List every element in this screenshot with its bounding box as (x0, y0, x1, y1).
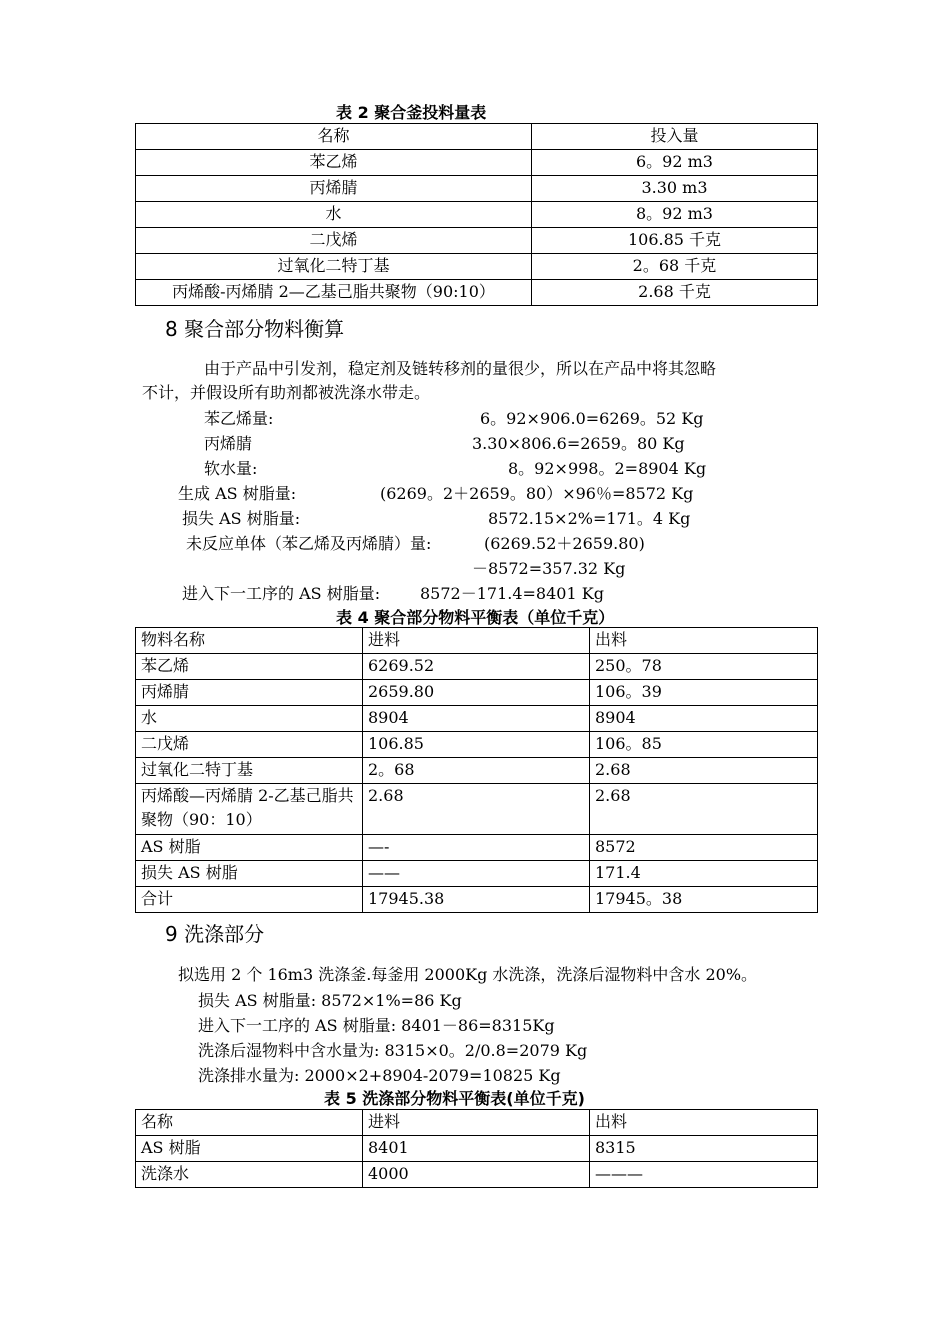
table-cell: 17945.38 (363, 887, 590, 913)
table-row (136, 150, 818, 176)
paragraph-line: 洗涤排水量为: 2000×2+8904-2079=10825 Kg (198, 1066, 561, 1085)
table-cell: 过氧化二特丁基 (136, 254, 532, 280)
table2 (135, 123, 818, 306)
table-cell: 2659.80 (363, 680, 590, 706)
table-row (136, 732, 818, 758)
header-cell: 出料 (590, 628, 818, 654)
table-cell: 250。78 (590, 654, 818, 680)
table-row (136, 280, 818, 306)
table-row (136, 680, 818, 706)
table-cell: 2.68 (590, 784, 818, 835)
calc-value: 8572－171.4=8401 Kg (420, 584, 604, 603)
table-cell: 2.68 (590, 758, 818, 784)
calc-value: (6269。2＋2659。80）×96％=8572 Kg (380, 484, 694, 503)
table-cell: 6269.52 (363, 654, 590, 680)
table-cell: 二戊烯 (136, 732, 363, 758)
table-header-row (136, 124, 818, 150)
paragraph-line: 由于产品中引发剂，稳定剂及链转移剂的量很少，所以在产品中将其忽略 (204, 359, 717, 378)
calc-value: －8572=357.32 Kg (472, 559, 626, 578)
calc-label: 苯乙烯量: (204, 409, 274, 428)
table-cell: ——— (590, 1162, 818, 1188)
table-row (136, 861, 818, 887)
paragraph-line: 洗涤后湿物料中含水量为: 8315×0。2/0.8=2079 Kg (198, 1041, 588, 1060)
table-cell: 106。85 (590, 732, 818, 758)
table-cell: 苯乙烯 (136, 150, 532, 176)
table-row (136, 706, 818, 732)
table-cell: 2。68 (363, 758, 590, 784)
table-row (136, 887, 818, 913)
table-row (136, 176, 818, 202)
calc-label: 损失 AS 树脂量: (182, 509, 301, 528)
table-cell: 171.4 (590, 861, 818, 887)
calc-label: 进入下一工序的 AS 树脂量: (182, 584, 381, 603)
table-cell: 二戊烯 (136, 228, 532, 254)
table-cell: 8572 (590, 835, 818, 861)
calc-value: 8。92×998。2=8904 Kg (508, 459, 707, 478)
table-cell: 8。92 m3 (532, 202, 818, 228)
table-cell: 损失 AS 树脂 (136, 861, 363, 887)
table4-caption: 表 4 聚合部分物料平衡表（单位千克） (336, 608, 615, 627)
table-cell: 丙烯酸—丙烯腈 2-乙基己脂共聚物（90：10） (136, 784, 363, 835)
table-cell: 8401 (363, 1136, 590, 1162)
paragraph-line: 进入下一工序的 AS 树脂量: 8401－86=8315Kg (198, 1016, 555, 1035)
table-cell: AS 树脂 (136, 1136, 363, 1162)
header-cell: 进料 (363, 628, 590, 654)
table-cell: 8904 (363, 706, 590, 732)
calc-value: (6269.52＋2659.80) (484, 534, 645, 553)
header-cell: 进料 (363, 1110, 590, 1136)
table4 (135, 627, 818, 913)
header-cell: 名称 (136, 1110, 363, 1136)
header-cell: 名称 (136, 124, 532, 150)
table-cell: 合计 (136, 887, 363, 913)
table-cell: 6。92 m3 (532, 150, 818, 176)
table-cell: 丙烯酸-丙烯腈 2—乙基己脂共聚物（90:10） (136, 280, 532, 306)
table-cell: 丙烯腈 (136, 176, 532, 202)
table-row (136, 654, 818, 680)
calc-label: 生成 AS 树脂量: (178, 484, 297, 503)
table-cell: 17945。38 (590, 887, 818, 913)
calc-value: 3.30×806.6=2659。80 Kg (472, 434, 685, 453)
table-cell: 2.68 (363, 784, 590, 835)
table-cell: 8315 (590, 1136, 818, 1162)
table-cell: 苯乙烯 (136, 654, 363, 680)
table-cell: 3.30 m3 (532, 176, 818, 202)
calc-label: 软水量: (204, 459, 258, 478)
table-cell: 8904 (590, 706, 818, 732)
calc-label: 未反应单体（苯乙烯及丙烯腈）量: (186, 534, 432, 553)
table-row (136, 784, 818, 835)
header-cell: 出料 (590, 1110, 818, 1136)
section8-heading: 8 聚合部分物料衡算 (165, 317, 345, 341)
paragraph-line: 不计，并假设所有助剂都被洗涤水带走。 (142, 383, 431, 402)
calc-value: 6。92×906.0=6269。52 Kg (480, 409, 704, 428)
table-row (136, 228, 818, 254)
table-cell: 106.85 (363, 732, 590, 758)
table-row (136, 254, 818, 280)
table5-caption: 表 5 洗涤部分物料平衡表(单位千克) (324, 1089, 585, 1108)
calc-value: 8572.15×2%=171。4 Kg (488, 509, 691, 528)
table-cell: 4000 (363, 1162, 590, 1188)
table-header-row (136, 1110, 818, 1136)
table-cell: 2.68 千克 (532, 280, 818, 306)
table-row (136, 835, 818, 861)
table-cell: 水 (136, 706, 363, 732)
table2-caption: 表 2 聚合釜投料量表 (336, 103, 487, 122)
table-row (136, 1136, 818, 1162)
table-cell: 106.85 千克 (532, 228, 818, 254)
header-cell: 投入量 (532, 124, 818, 150)
table-cell: 水 (136, 202, 532, 228)
table-cell: 2。68 千克 (532, 254, 818, 280)
table-cell: 过氧化二特丁基 (136, 758, 363, 784)
header-cell: 物料名称 (136, 628, 363, 654)
table-cell: 洗涤水 (136, 1162, 363, 1188)
table-cell: —- (363, 835, 590, 861)
table5 (135, 1109, 818, 1188)
paragraph-line: 损失 AS 树脂量: 8572×1%=86 Kg (198, 991, 462, 1010)
table-row (136, 202, 818, 228)
paragraph-line: 拟选用 2 个 16m3 洗涤釜.每釜用 2000Kg 水洗涤，洗涤后湿物料中含水 20%。 (178, 965, 758, 984)
calc-label: 丙烯腈 (204, 434, 253, 453)
table-cell: 106。39 (590, 680, 818, 706)
table-row (136, 758, 818, 784)
table-row (136, 1162, 818, 1188)
table-header-row (136, 628, 818, 654)
section9-heading: 9 洗涤部分 (165, 922, 265, 946)
table-cell: 丙烯腈 (136, 680, 363, 706)
table-cell: —— (363, 861, 590, 887)
table-cell: AS 树脂 (136, 835, 363, 861)
